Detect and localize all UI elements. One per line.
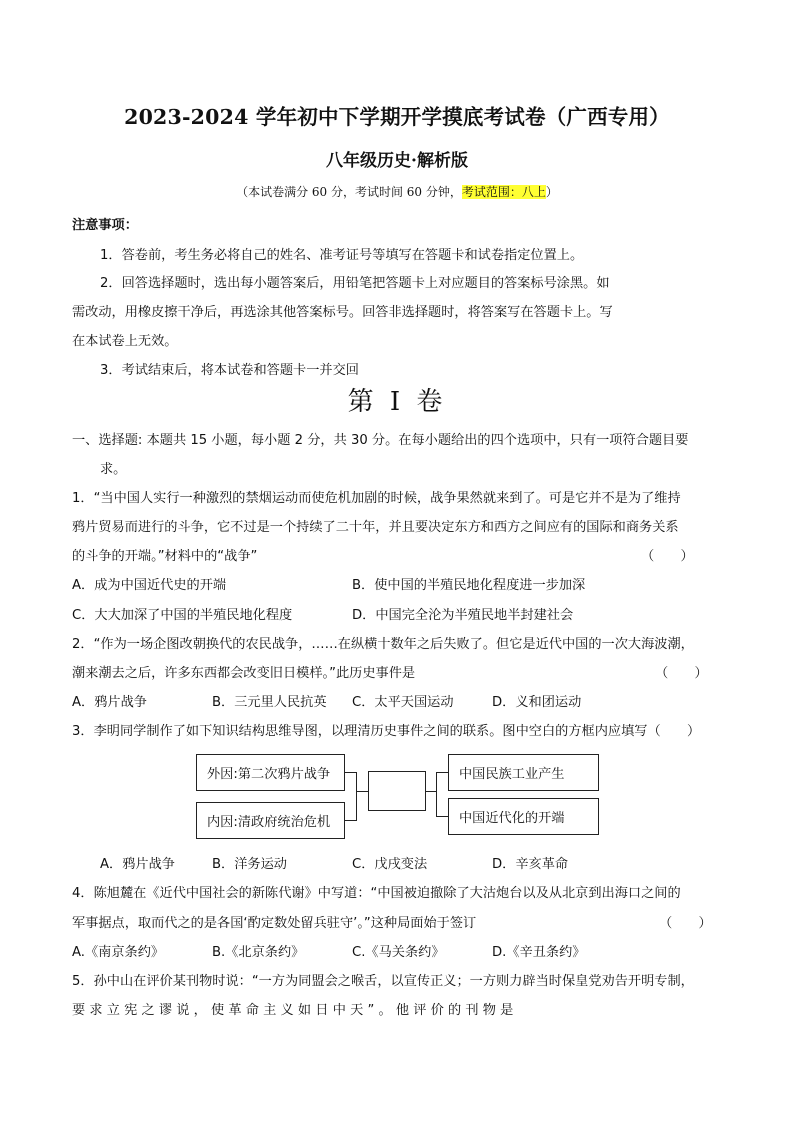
q1-stem-line2: 鸦片贸易而进行的斗争，它不过是一个持续了二十年，并且要决定东方和西方之间应有的国际和商务关系 (72, 520, 679, 535)
section-title: 第 I 卷 (347, 387, 447, 417)
exam-info-prefix: （本试卷满分 60 分，考试时间 60 分钟， (236, 185, 462, 199)
exam-title: 2023-2024 学年初中下学期开学摸底考试卷（广西专用） (124, 105, 670, 129)
diagram-connector (426, 791, 436, 792)
q4-stem-line1: 4．陈旭麓在《近代中国社会的新陈代谢》中写道：“中国被迫撤除了大沽炮台以及从北京到出海口之间的 (72, 886, 681, 901)
q3-option-b: B．洋务运动 (212, 857, 287, 872)
q1-option-a: A．成为中国近代史的开端 (72, 578, 227, 593)
q4-stem-line2: 军事据点，取而代之的是各国‘酌定数处留兵驻守’。”这种局面始于签订 (72, 916, 477, 931)
q5-stem-line1: 5．孙中山在评价某刊物时说：“一方为同盟会之喉舌，以宣传正义；一方则力辟当时保皇党劝告开明专制， (72, 974, 694, 989)
diagram-connector (436, 772, 437, 817)
q4-option-b: B.《北京条约》 (212, 945, 305, 960)
q1-answer-bracket: （ ） (641, 549, 694, 564)
diagram-box-modernization-start (448, 798, 599, 835)
q1-stem-line3: 的斗争的开端。”材料中的“战争” (72, 549, 258, 564)
q5-stem-line2: 要 求 立 宪 之 谬 说 ， 使 革 命 主 义 如 日 中 天 ” 。 他 评 价 的 刊 物 是 (72, 1003, 514, 1018)
q2-option-c: C．太平天国运动 (352, 695, 454, 710)
q2-stem-line2: 潮来潮去之后，许多东西都会改变旧日模样。”此历史事件是 (72, 666, 416, 681)
q3-stem: 3．李明同学制作了如下知识结构思维导图，以理清历史事件之间的联系。图中空白的方框内应填写（ ） (72, 724, 701, 739)
q4-option-a: A.《南京条约》 (72, 945, 165, 960)
q2-option-b: B．三元里人民抗英 (212, 695, 327, 710)
diagram-box-external-cause (196, 754, 345, 791)
diagram-connector (436, 816, 448, 817)
diagram-blank-box (368, 771, 426, 811)
diagram-connector (436, 772, 448, 773)
q2-answer-bracket: （ ） (655, 666, 708, 681)
q4-option-c: C.《马关条约》 (352, 945, 445, 960)
notice-item-2-cont: 需改动，用橡皮擦干净后，再选涂其他答案标号。回答非选择题时，将答案写在答题卡上。写 (72, 305, 613, 320)
section-instruction-cont: 求。 (100, 462, 127, 477)
section-instruction: 一、选择题: 本题共 15 小题，每小题 2 分，共 30 分。在每小题给出的四个选项中，只有一项符合题目要 (72, 433, 689, 448)
diagram-box-internal-cause (196, 802, 345, 839)
exam-info-suffix: ） (545, 185, 558, 199)
q3-option-a: A．鸦片战争 (100, 857, 175, 872)
q3-option-c: C．戊戌变法 (352, 857, 428, 872)
notice-item-2: 2．回答选择题时，选出每小题答案后，用铅笔把答题卡上对应题目的答案标号涂黑。如 (100, 276, 610, 291)
diagram-box-modernization-start-text: 中国近代化的开端 (459, 811, 565, 826)
diagram-box-national-industry (448, 754, 599, 791)
q1-stem-line1: 1．“当中国人实行一种激烈的禁烟运动而使危机加剧的时候，战争果然就来到了。可是它并不是为了维持 (72, 491, 681, 506)
q1-option-c: C．大大加深了中国的半殖民地化程度 (72, 608, 293, 623)
q4-option-d: D.《辛丑条约》 (492, 945, 586, 960)
q3-option-d: D．辛亥革命 (492, 857, 569, 872)
exam-subtitle: 八年级历史·解析版 (326, 151, 468, 171)
exam-info (0, 183, 794, 200)
diagram-connector (356, 772, 357, 821)
notice-heading: 注意事项： (72, 218, 138, 233)
exam-scope-highlight: 考试范围：八上 (461, 185, 546, 199)
diagram-box-national-industry-text: 中国民族工业产生 (459, 767, 565, 782)
q2-option-a: A．鸦片战争 (72, 695, 147, 710)
notice-item-2-end: 在本试卷上无效。 (72, 334, 178, 349)
diagram-box-external-cause-text: 外因:第二次鸦片战争 (207, 767, 331, 782)
q2-stem-line1: 2．“作为一场企图改朝换代的农民战争，……在纵横十数年之后失败了。但它是近代中国的一次大海波潮， (72, 637, 694, 652)
q1-option-d: D．中国完全沦为半殖民地半封建社会 (352, 608, 574, 623)
q1-option-b: B．使中国的半殖民地化程度进一步加深 (352, 578, 586, 593)
notice-item-3: 3．考试结束后，将本试卷和答题卡一并交回 (100, 363, 359, 378)
notice-item-1: 1．答卷前，考生务必将自己的姓名、准考证号等填写在答题卡和试卷指定位置上。 (100, 248, 584, 263)
q4-answer-bracket: （ ） (659, 916, 712, 931)
diagram-box-internal-cause-text: 内因:清政府统治危机 (207, 815, 331, 830)
diagram-connector (356, 791, 368, 792)
q2-option-d: D．义和团运动 (492, 695, 582, 710)
